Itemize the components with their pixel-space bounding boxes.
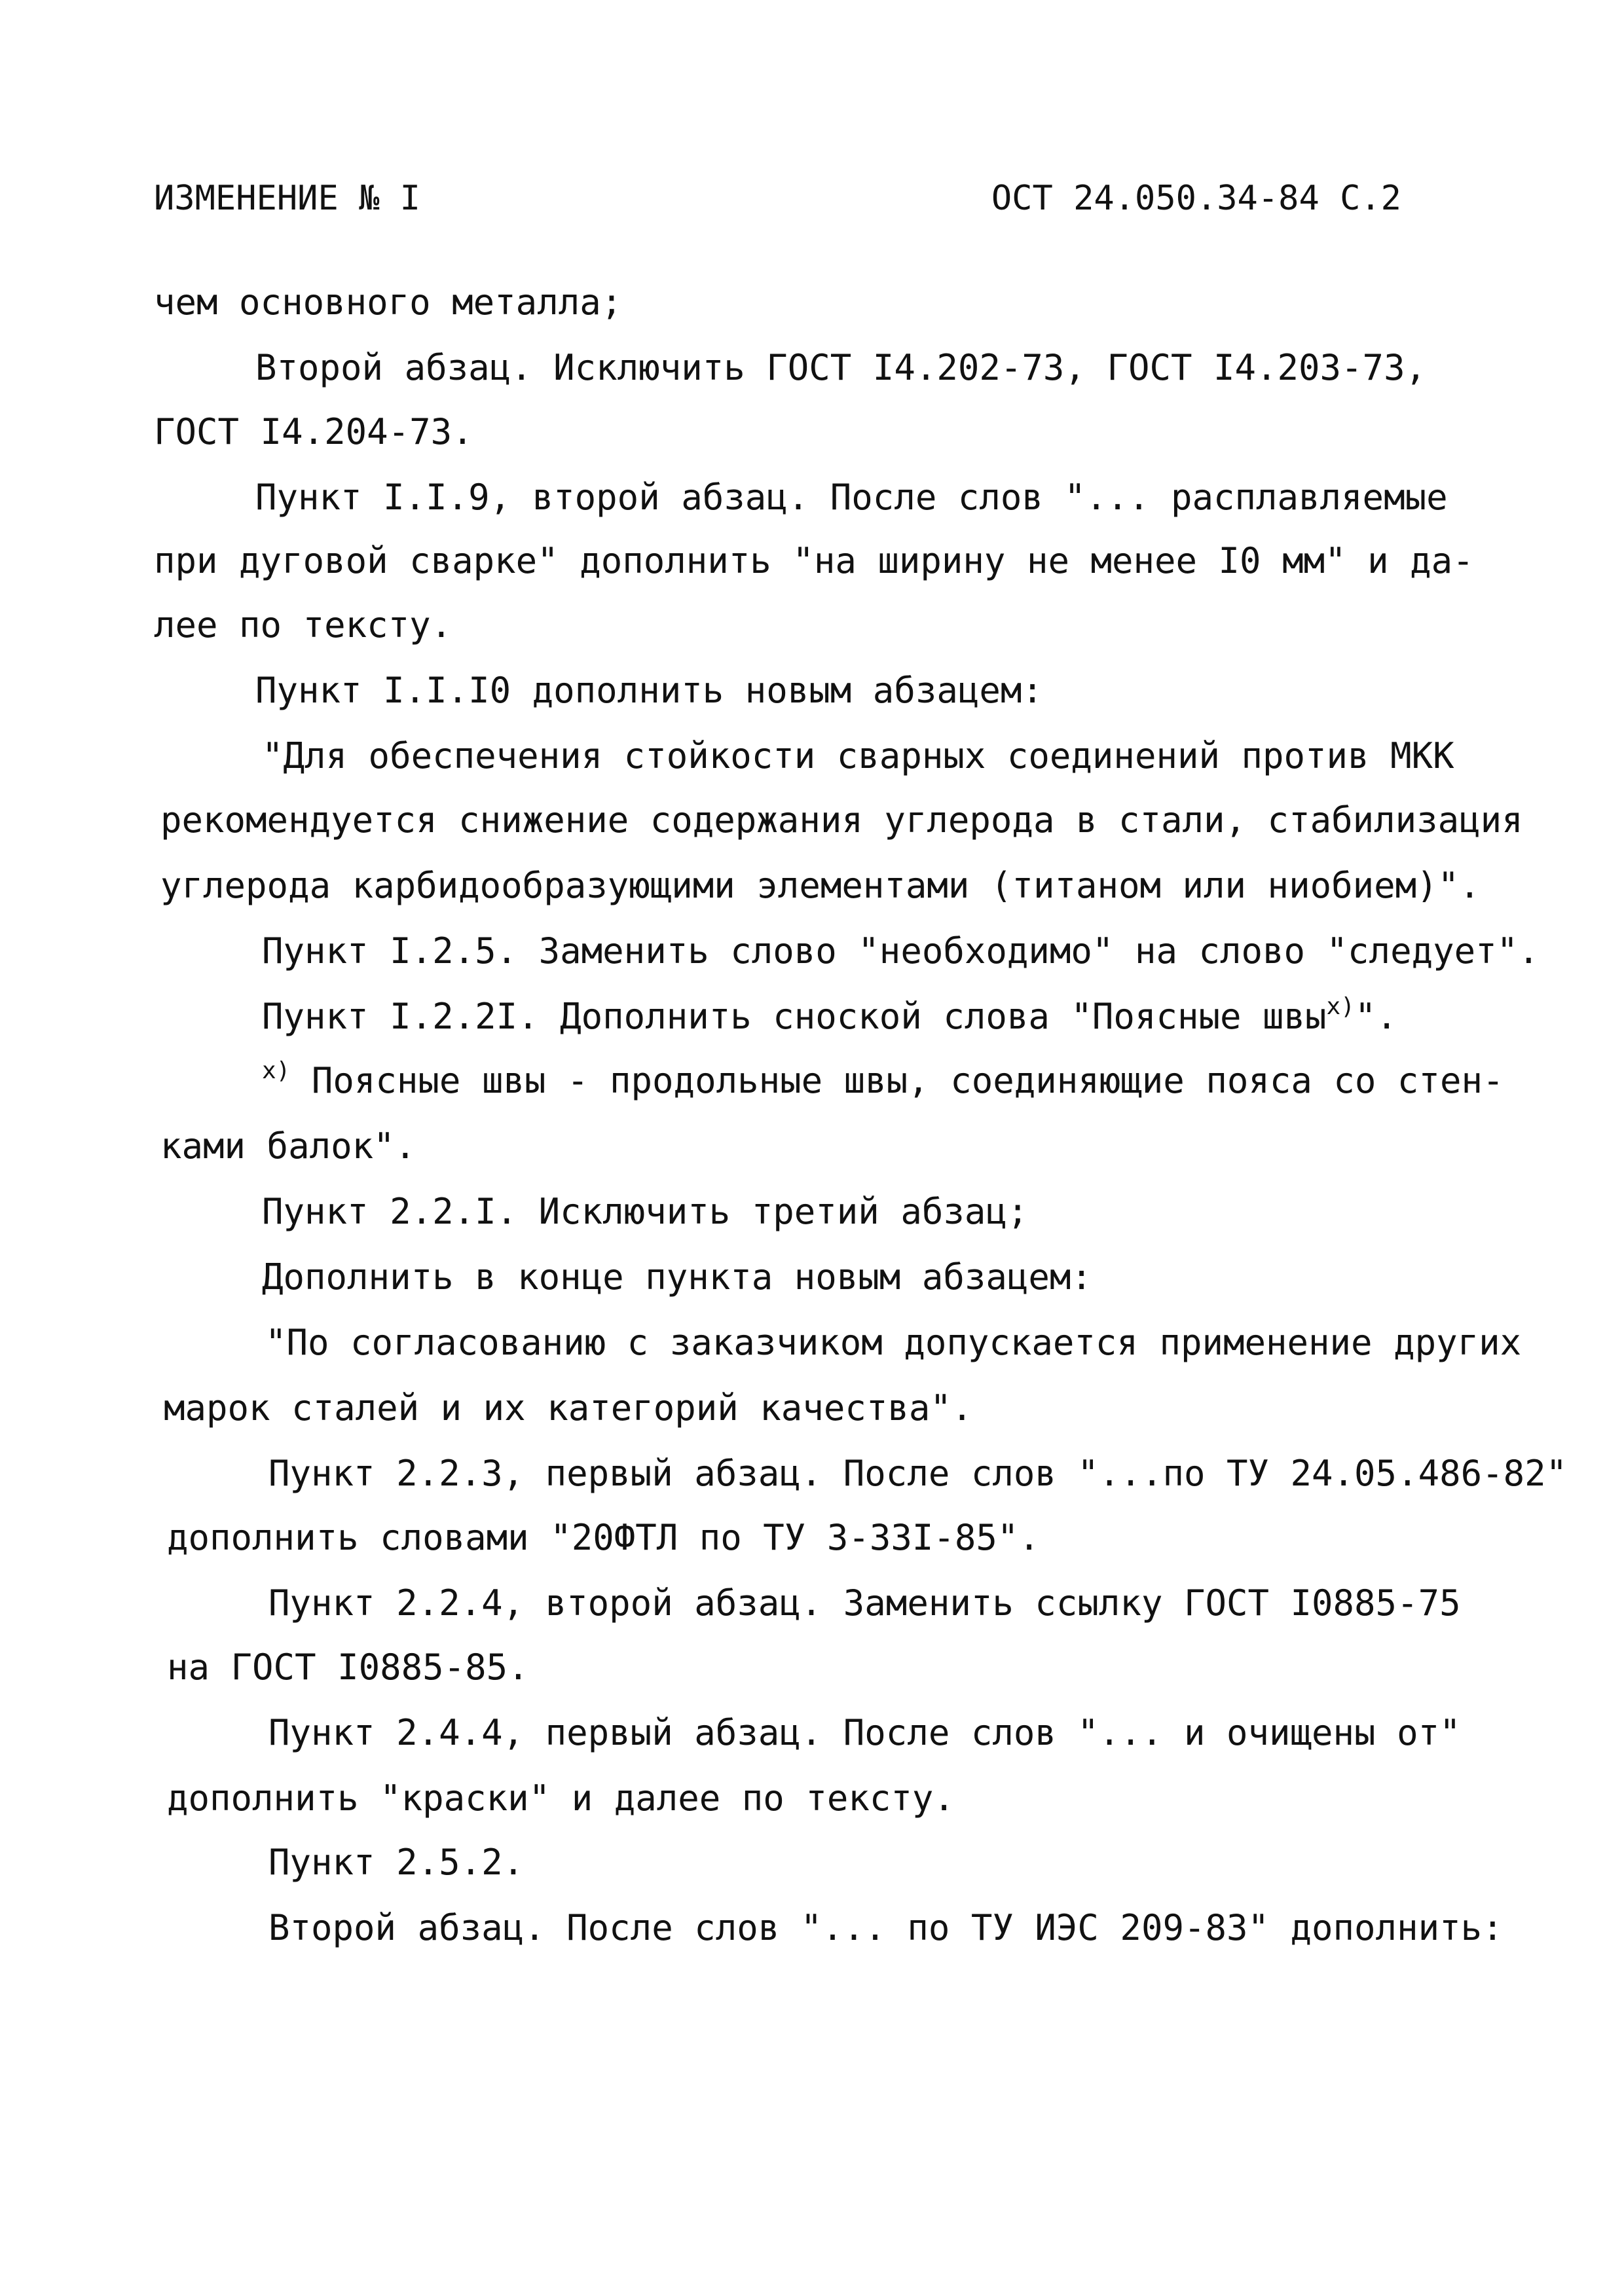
footnote-text: Поясные швы - продольные швы, соединяющие пояса со стен- (290, 1060, 1504, 1101)
text-line: при дуговой сварке" дополнить "на ширину не менее I0 мм" и да- (154, 540, 1474, 581)
text-line: Пункт I.I.I0 дополнить новым абзацем: (255, 670, 1043, 711)
amendment-number: ИЗМЕНЕНИЕ № I (154, 179, 420, 218)
text-line: Дополнить в конце пункта новым абзацем: (262, 1256, 1092, 1298)
text-line: Пункт 2.2.3, первый абзац. После слов "...по ТУ 24.05.486-82" (268, 1453, 1568, 1494)
footnote-mark: x) (1326, 993, 1355, 1020)
text-line: Второй абзац. Исключить ГОСТ I4.202-73, ГОСТ I4.203-73, (255, 347, 1427, 388)
text-line: "Для обеспечения стойкости сварных соединений против МКК (262, 735, 1454, 776)
text-line: Пункт 2.2.I. Исключить третий абзац; (262, 1191, 1029, 1232)
text-line: Второй абзац. После слов "... по ТУ ИЭС 209-83" дополнить: (268, 1907, 1504, 1948)
text-line: Пункт 2.5.2. (268, 1842, 525, 1883)
text-segment: ". (1354, 996, 1397, 1037)
text-line: рекомендуется снижение содержания углерода в стали, стабилизация (160, 799, 1523, 841)
text-line: Пункт I.2.5. Заменить слово "необходимо" на слово "следует". (262, 930, 1540, 972)
text-line: "По согласованию с заказчиком допускается применение других (265, 1322, 1522, 1363)
text-line: дополнить словами "20ФТЛ по ТУ 3-33I-85". (167, 1517, 1040, 1558)
footnote-line (262, 1058, 1504, 1104)
text-line: марок сталей и их категорий качества". (164, 1387, 973, 1429)
text-line: углерода карбидообразующими элементами (титаном или ниобием)". (160, 865, 1481, 906)
text-line-with-footnote-mark (262, 994, 1397, 1040)
text-line: дополнить "краски" и далее по тексту. (167, 1777, 955, 1819)
footnote-mark: x) (262, 1057, 291, 1084)
text-line: Пункт 2.4.4, первый абзац. После слов "... и очищены от" (268, 1712, 1461, 1753)
text-line: Пункт I.I.9, второй абзац. После слов "... расплавляемые (255, 477, 1448, 518)
text-segment: Пункт I.2.2I. Дополнить сноской слова "Поясные швы (262, 996, 1327, 1037)
page-header (154, 175, 1401, 221)
text-line: лее по тексту. (154, 604, 452, 646)
text-line: ками балок". (160, 1125, 416, 1167)
text-line: Пункт 2.2.4, второй абзац. Заменить ссылку ГОСТ I0885-75 (268, 1582, 1461, 1624)
standard-and-page-number: ОСТ 24.050.34-84 С.2 (991, 179, 1401, 218)
text-line: ГОСТ I4.204-73. (154, 411, 473, 452)
text-line: на ГОСТ I0885-85. (167, 1647, 529, 1688)
text-line: чем основного металла; (154, 282, 623, 323)
